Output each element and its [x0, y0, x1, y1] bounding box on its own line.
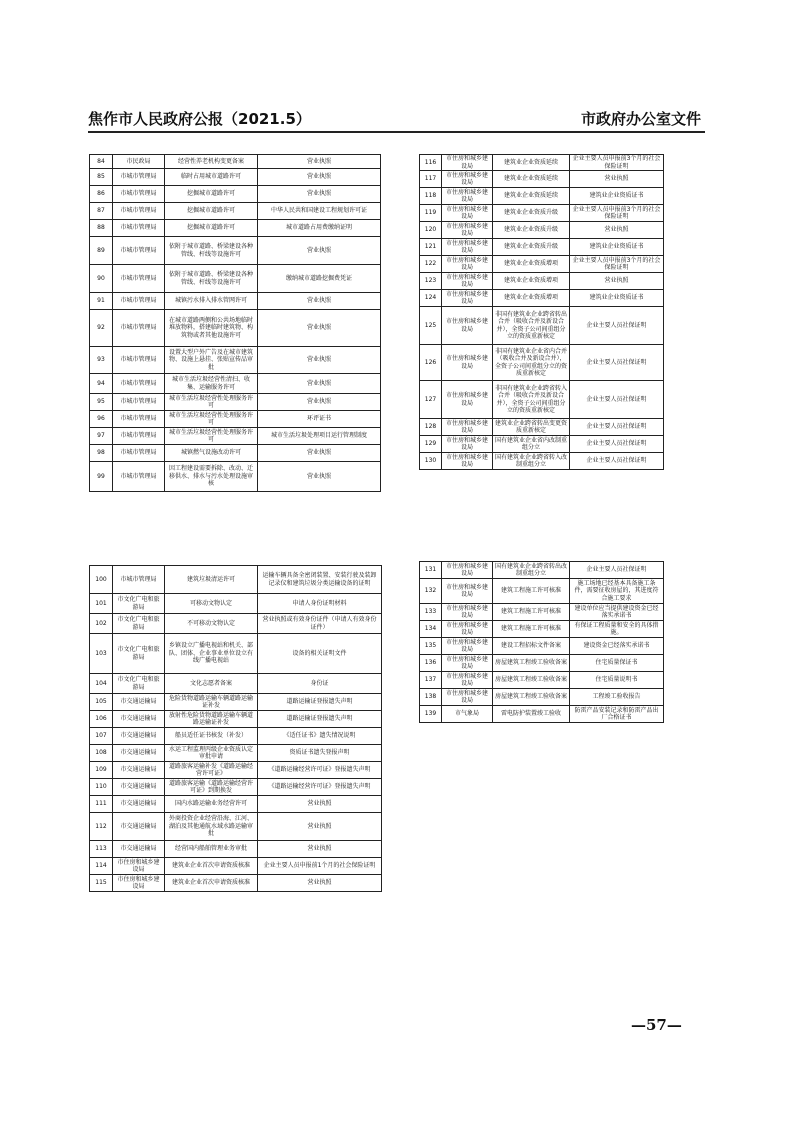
- department: 市交通运输局: [113, 694, 165, 711]
- required-document: 营业执照: [258, 237, 381, 265]
- table-row: [90, 841, 382, 858]
- department: 市住房和城乡建设局: [442, 579, 493, 604]
- service-item: 建筑业企业资质升级: [493, 222, 570, 239]
- row-number: 114: [90, 858, 113, 875]
- row-number: 112: [90, 813, 113, 841]
- row-number: 101: [90, 594, 113, 614]
- service-item: 建筑业企业资质升级: [493, 205, 570, 222]
- row-number: 91: [90, 293, 113, 310]
- department: 市交通运输局: [113, 779, 165, 796]
- service-item: 非国有建筑业企业省内合并（吸收合并及新设合并），全资子公司间重组分立的资质重新核定: [493, 345, 570, 381]
- service-item: 可移动文物认定: [165, 594, 258, 614]
- table-row: [420, 579, 664, 604]
- required-document: 工程竣工验收报告: [570, 689, 664, 706]
- department: 市住房和城乡建设局: [442, 155, 493, 171]
- row-number: 130: [420, 453, 442, 470]
- row-number: 132: [420, 579, 442, 604]
- table-items-131-139: [419, 561, 664, 723]
- table-row: [90, 155, 381, 169]
- table-row: [90, 875, 382, 892]
- required-document: 企业主要人员社保证明: [570, 381, 664, 419]
- required-document: 营业执照: [570, 222, 664, 239]
- table-row: [90, 374, 381, 394]
- department: 市城市管理局: [113, 566, 165, 594]
- department: 市住房和城乡建设局: [442, 689, 493, 706]
- row-number: 134: [420, 621, 442, 638]
- row-number: 113: [90, 841, 113, 858]
- department: 市住房和城乡建设局: [442, 222, 493, 239]
- department: 市住房和城乡建设局: [442, 307, 493, 345]
- section-title: 市政府办公室文件: [580, 110, 701, 128]
- service-item: 建筑业企业资质增项: [493, 273, 570, 290]
- table-row: [90, 293, 381, 310]
- required-document: 设备的相关证明文件: [258, 634, 382, 674]
- row-number: 85: [90, 169, 113, 186]
- row-number: 102: [90, 614, 113, 634]
- table-row: [90, 779, 382, 796]
- department: 市住房和城乡建设局: [442, 205, 493, 222]
- table-row: [420, 256, 664, 273]
- service-item: 建筑工程施工许可核准: [493, 604, 570, 621]
- table-row: [420, 290, 664, 307]
- service-item: 建筑业企业跨省转出变更资质重新核定: [493, 419, 570, 436]
- row-number: 94: [90, 374, 113, 394]
- service-item: 国内水路运输业务经营许可: [165, 796, 258, 813]
- service-item: 挖掘城市道路许可: [165, 220, 258, 237]
- table-row: [90, 858, 382, 875]
- table-row: [90, 694, 382, 711]
- department: 市交通运输局: [113, 841, 165, 858]
- required-document: 《适任证书》遗失情况说明: [258, 728, 382, 745]
- required-document: 建筑业企业资质证书: [570, 290, 664, 307]
- table-row: [90, 745, 382, 762]
- required-document: 住宅质量保证书: [570, 655, 664, 672]
- department: 市住房和城乡建设局: [442, 621, 493, 638]
- service-item: 依附于城市道路、桥梁建设各种管线、杆线等设施许可: [165, 265, 258, 293]
- table-row: [90, 728, 382, 745]
- department: 市住房和城乡建设局: [442, 345, 493, 381]
- service-item: 不可移动文物认定: [165, 614, 258, 634]
- row-number: 89: [90, 237, 113, 265]
- required-document: 企业主要人员社保证明: [570, 453, 664, 470]
- department: 市城市管理局: [113, 374, 165, 394]
- table-row: [420, 436, 664, 453]
- department: 市城市管理局: [113, 265, 165, 293]
- required-document: 营业执照: [258, 445, 381, 462]
- department: 市城市管理局: [113, 310, 165, 347]
- service-item: 建筑垃圾清运许可: [165, 566, 258, 594]
- table-items-84-99: [89, 154, 381, 492]
- row-number: 97: [90, 428, 113, 445]
- table-row: [420, 706, 664, 723]
- department: 市城市管理局: [113, 428, 165, 445]
- table-row: [90, 594, 382, 614]
- table-row: [90, 186, 381, 203]
- required-document: 企业主要人员申报前3个月的社会保险证明: [570, 256, 664, 273]
- department: 市城市管理局: [113, 293, 165, 310]
- row-number: 116: [420, 155, 442, 171]
- service-item: 挖掘城市道路许可: [165, 203, 258, 220]
- table-row: [420, 381, 664, 419]
- table-row: [90, 428, 381, 445]
- service-item: 危险货物道路运输车辆道路运输证补发: [165, 694, 258, 711]
- table-row: [90, 796, 382, 813]
- department: 市住房和城乡建设局: [442, 604, 493, 621]
- table-row: [90, 310, 381, 347]
- required-document: 有保证工程质量和安全的具体措施。: [570, 621, 664, 638]
- service-item: 城市生活垃圾经营性清扫、收集、运输服务许可: [165, 374, 258, 394]
- service-item: 放射性危险货物道路运输车辆道路运输证补发: [165, 711, 258, 728]
- service-item: 国有建筑业企业省内改制重组分立: [493, 436, 570, 453]
- service-item: 外商投资企业经营沿海、江河、湖泊及其他通航水域水路运输审批: [165, 813, 258, 841]
- required-document: 营业执照: [258, 310, 381, 347]
- table-row: [420, 273, 664, 290]
- table-row: [420, 689, 664, 706]
- department: 市交通运输局: [113, 711, 165, 728]
- row-number: 109: [90, 762, 113, 779]
- department: 市文化广电和旅游局: [113, 614, 165, 634]
- department: 市住房和城乡建设局: [442, 256, 493, 273]
- row-number: 107: [90, 728, 113, 745]
- table-row: [90, 674, 382, 694]
- header-rule: [88, 131, 705, 133]
- department: 市住房和城乡建设局: [442, 672, 493, 689]
- service-item: 建筑业企业资质增项: [493, 256, 570, 273]
- service-item: 房屋建筑工程竣工验收备案: [493, 672, 570, 689]
- department: 市住房和城乡建设局: [113, 858, 165, 875]
- required-document: 申请人身份证明材料: [258, 594, 382, 614]
- required-document: 营业执照: [258, 293, 381, 310]
- service-item: 国有建筑业企业跨省转出改制重组分立: [493, 562, 570, 579]
- department: 市住房和城乡建设局: [442, 290, 493, 307]
- required-document: 城市道路占用费缴纳证明: [258, 220, 381, 237]
- table-row: [420, 419, 664, 436]
- row-number: 95: [90, 394, 113, 411]
- required-document: 道路运输证登报遗失声明: [258, 711, 382, 728]
- required-document: 缴纳城市道路挖掘费凭证: [258, 265, 381, 293]
- table-row: [420, 222, 664, 239]
- row-number: 138: [420, 689, 442, 706]
- row-number: 121: [420, 239, 442, 256]
- service-item: 非国有建筑业企业跨省转入合并（吸收合并及新设合并），全资子公司间重组分立的资质重新核定: [493, 381, 570, 419]
- department: 市城市管理局: [113, 394, 165, 411]
- row-number: 118: [420, 188, 442, 205]
- row-number: 124: [420, 290, 442, 307]
- service-item: 非国有建筑业企业跨省转出合并（吸收合并及新设合并），全资子公司间重组分立的资质重新核定: [493, 307, 570, 345]
- required-document: 企业主要人员申报前3个月的社会保险证明: [570, 205, 664, 222]
- table-row: [420, 655, 664, 672]
- required-document: 营业执照: [258, 374, 381, 394]
- department: 市住房和城乡建设局: [113, 875, 165, 892]
- required-document: 施工场地已经基本具备施工条件，需要征收房屋的，其进度符合施工要求: [570, 579, 664, 604]
- row-number: 99: [90, 462, 113, 492]
- service-item: 城市生活垃圾经营性处理服务许可: [165, 411, 258, 428]
- department: 市交通运输局: [113, 796, 165, 813]
- table-row: [420, 171, 664, 188]
- row-number: 135: [420, 638, 442, 655]
- department: 市城市管理局: [113, 220, 165, 237]
- table-row: [420, 672, 664, 689]
- table-row: [90, 169, 381, 186]
- row-number: 87: [90, 203, 113, 220]
- department: 市城市管理局: [113, 203, 165, 220]
- department: 市住房和城乡建设局: [442, 381, 493, 419]
- required-document: 《道路运输经营许可证》登报遗失声明: [258, 779, 382, 796]
- department: 市住房和城乡建设局: [442, 273, 493, 290]
- required-document: 营业执照: [258, 875, 382, 892]
- required-document: 建筑业企业资质证书: [570, 188, 664, 205]
- service-item: 设置大型户外广告及在城市建筑物、设施上悬挂、张贴宣传品审批: [165, 347, 258, 374]
- table-row: [420, 638, 664, 655]
- row-number: 103: [90, 634, 113, 674]
- row-number: 129: [420, 436, 442, 453]
- required-document: 企业主要人员社保证明: [570, 345, 664, 381]
- required-document: 营业执照: [258, 169, 381, 186]
- required-document: 营业执照: [258, 394, 381, 411]
- service-item: 水运工程监理丙级企业资质认定审批申请: [165, 745, 258, 762]
- required-document: 营业执照: [258, 155, 381, 169]
- row-number: 93: [90, 347, 113, 374]
- required-document: 防雷产品安装记录和防雷产品出厂合格证书: [570, 706, 664, 723]
- row-number: 92: [90, 310, 113, 347]
- required-document: 建设资金已经落实承诺书: [570, 638, 664, 655]
- table-items-100-115: [89, 565, 382, 892]
- row-number: 128: [420, 419, 442, 436]
- department: 市文化广电和旅游局: [113, 634, 165, 674]
- department: 市民政局: [113, 155, 165, 169]
- table-items-116-130: [419, 154, 664, 470]
- required-document: 环评证书: [258, 411, 381, 428]
- required-document: 企业主要人员社保证明: [570, 436, 664, 453]
- service-item: 在城市道路两侧和公共场地临时堆放物料，搭建临时建筑物、构筑物或者其他设施许可: [165, 310, 258, 347]
- table-row: [420, 562, 664, 579]
- page-number: —57—: [631, 1016, 682, 1034]
- service-item: 建筑工程施工许可核准: [493, 621, 570, 638]
- row-number: 96: [90, 411, 113, 428]
- service-item: 道路旅客运输《道路运输经营许可证》到期换发: [165, 779, 258, 796]
- service-item: 建筑业企业资质增项: [493, 290, 570, 307]
- required-document: 企业主要人员申报前1个月的社会保险证明: [258, 858, 382, 875]
- service-item: 城市生活垃圾经营性处理服务许可: [165, 428, 258, 445]
- service-item: 建筑工程施工许可核准: [493, 579, 570, 604]
- department: 市住房和城乡建设局: [442, 171, 493, 188]
- required-document: 企业主要人员社保证明: [570, 307, 664, 345]
- table-row: [90, 614, 382, 634]
- department: 市城市管理局: [113, 411, 165, 428]
- department: 市城市管理局: [113, 169, 165, 186]
- row-number: 117: [420, 171, 442, 188]
- department: 市住房和城乡建设局: [442, 638, 493, 655]
- department: 市城市管理局: [113, 186, 165, 203]
- row-number: 110: [90, 779, 113, 796]
- table-row: [90, 203, 381, 220]
- service-item: 经营性养老机构变更备案: [165, 155, 258, 169]
- required-document: 营业执照: [570, 273, 664, 290]
- table-row: [90, 813, 382, 841]
- table-row: [90, 711, 382, 728]
- row-number: 115: [90, 875, 113, 892]
- required-document: 道路运输证登报遗失声明: [258, 694, 382, 711]
- table-row: [90, 445, 381, 462]
- department: 市住房和城乡建设局: [442, 562, 493, 579]
- department: 市城市管理局: [113, 347, 165, 374]
- row-number: 108: [90, 745, 113, 762]
- table-row: [90, 265, 381, 293]
- service-item: 经营国内船舶管理业务审批: [165, 841, 258, 858]
- service-item: 城市生活垃圾经营性处理服务许可: [165, 394, 258, 411]
- required-document: 营业执照: [258, 796, 382, 813]
- required-document: 营业执照或有效身份证件（申请人有效身份证件）: [258, 614, 382, 634]
- department: 市住房和城乡建设局: [442, 655, 493, 672]
- table-row: [420, 155, 664, 171]
- required-document: 《道路运输经营许可证》登报遗失声明: [258, 762, 382, 779]
- table-row: [90, 237, 381, 265]
- service-item: 房屋建筑工程竣工验收备案: [493, 655, 570, 672]
- required-document: 建设单位应当提供建设资金已经落实承诺书: [570, 604, 664, 621]
- required-document: 运输车辆具备全密闭装置、安装行驶及装卸记录仪和建筑垃圾分类运输设备的证明: [258, 566, 382, 594]
- table-row: [90, 347, 381, 374]
- required-document: 住宅质量说明书: [570, 672, 664, 689]
- service-item: 建筑业企业资质延续: [493, 171, 570, 188]
- required-document: 企业主要人员社保证明: [570, 562, 664, 579]
- required-document: 营业执照: [258, 841, 382, 858]
- service-item: 建设工程招标文件备案: [493, 638, 570, 655]
- required-document: 营业执照: [570, 171, 664, 188]
- service-item: 国有建筑业企业跨省转入改制重组分立: [493, 453, 570, 470]
- required-document: 建筑业企业资质证书: [570, 239, 664, 256]
- required-document: 营业执照: [258, 347, 381, 374]
- table-row: [90, 394, 381, 411]
- service-item: 因工程建设需要拆除、改动、迁移供水、排水与污水处理设施审核: [165, 462, 258, 492]
- table-row: [420, 205, 664, 222]
- service-item: 建筑业企业首次申请资质核准: [165, 875, 258, 892]
- department: 市城市管理局: [113, 445, 165, 462]
- row-number: 127: [420, 381, 442, 419]
- required-document: 身份证: [258, 674, 382, 694]
- required-document: 中华人民共和国建设工程规划许可证: [258, 203, 381, 220]
- table-row: [90, 411, 381, 428]
- row-number: 131: [420, 562, 442, 579]
- table-row: [420, 621, 664, 638]
- required-document: 企业主要人员社保证明: [570, 419, 664, 436]
- department: 市文化广电和旅游局: [113, 594, 165, 614]
- row-number: 98: [90, 445, 113, 462]
- table-row: [420, 307, 664, 345]
- service-item: 挖掘城市道路许可: [165, 186, 258, 203]
- service-item: 建筑业企业资质升级: [493, 239, 570, 256]
- service-item: 道路旅客运输补发《道路运输经营许可证》: [165, 762, 258, 779]
- required-document: 城市生活垃圾处理项目运行管理制度: [258, 428, 381, 445]
- table-row: [90, 634, 382, 674]
- row-number: 88: [90, 220, 113, 237]
- department: 市住房和城乡建设局: [442, 419, 493, 436]
- service-item: 建筑业企业资质延续: [493, 188, 570, 205]
- department: 市文化广电和旅游局: [113, 674, 165, 694]
- required-document: 营业执照: [258, 462, 381, 492]
- row-number: 136: [420, 655, 442, 672]
- service-item: 依附于城市道路、桥梁建设各种管线、杆线等设施许可: [165, 237, 258, 265]
- row-number: 133: [420, 604, 442, 621]
- row-number: 139: [420, 706, 442, 723]
- table-row: [90, 566, 382, 594]
- table-row: [90, 462, 381, 492]
- department: 市住房和城乡建设局: [442, 239, 493, 256]
- department: 市住房和城乡建设局: [442, 436, 493, 453]
- required-document: 营业执照: [258, 186, 381, 203]
- row-number: 137: [420, 672, 442, 689]
- row-number: 126: [420, 345, 442, 381]
- row-number: 119: [420, 205, 442, 222]
- table-row: [420, 604, 664, 621]
- table-row: [420, 239, 664, 256]
- row-number: 90: [90, 265, 113, 293]
- service-item: 城镇污水排入排水管网许可: [165, 293, 258, 310]
- row-number: 100: [90, 566, 113, 594]
- row-number: 125: [420, 307, 442, 345]
- row-number: 104: [90, 674, 113, 694]
- row-number: 86: [90, 186, 113, 203]
- required-document: 资质证书遗失登报声明: [258, 745, 382, 762]
- table-row: [90, 220, 381, 237]
- department: 市交通运输局: [113, 728, 165, 745]
- row-number: 111: [90, 796, 113, 813]
- service-item: 房屋建筑工程竣工验收备案: [493, 689, 570, 706]
- table-row: [420, 188, 664, 205]
- service-item: 城镇燃气设施改动许可: [165, 445, 258, 462]
- row-number: 84: [90, 155, 113, 169]
- table-row: [420, 345, 664, 381]
- bulletin-title: 焦作市人民政府公报（2021.5）: [88, 110, 311, 128]
- department: 市交通运输局: [113, 813, 165, 841]
- department: 市住房和城乡建设局: [442, 453, 493, 470]
- row-number: 106: [90, 711, 113, 728]
- department: 市城市管理局: [113, 462, 165, 492]
- row-number: 120: [420, 222, 442, 239]
- service-item: 建筑业企业资质延续: [493, 155, 570, 171]
- service-item: 建筑业企业首次申请资质核准: [165, 858, 258, 875]
- service-item: 船员适任证书核发（补发）: [165, 728, 258, 745]
- service-item: 雷电防护装置竣工验收: [493, 706, 570, 723]
- required-document: 企业主要人员申报前3个月的社会保险证明: [570, 155, 664, 171]
- required-document: 营业执照: [258, 813, 382, 841]
- department: 市交通运输局: [113, 745, 165, 762]
- department: 市交通运输局: [113, 762, 165, 779]
- table-row: [90, 762, 382, 779]
- row-number: 122: [420, 256, 442, 273]
- department: 市城市管理局: [113, 237, 165, 265]
- department: 市气象局: [442, 706, 493, 723]
- service-item: 乡镇设立广播电视站和机关、部队、团体、企业事业单位设立有线广播电视站: [165, 634, 258, 674]
- service-item: 文化志愿者备案: [165, 674, 258, 694]
- row-number: 105: [90, 694, 113, 711]
- table-row: [420, 453, 664, 470]
- row-number: 123: [420, 273, 442, 290]
- service-item: 临时占用城市道路许可: [165, 169, 258, 186]
- department: 市住房和城乡建设局: [442, 188, 493, 205]
